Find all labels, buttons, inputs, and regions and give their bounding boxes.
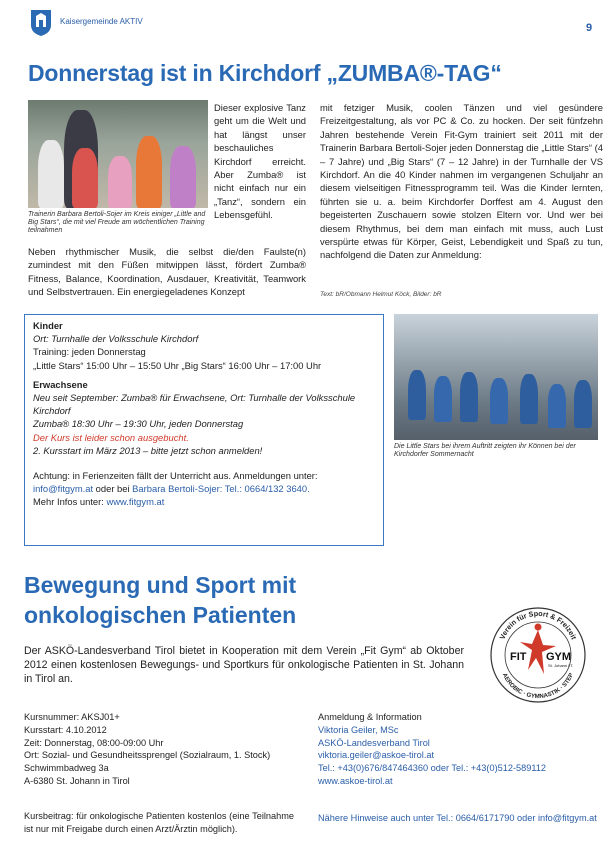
contact-phone: Tel.: +43(0)676/847464360 oder Tel.: +43(0)512-589112 (318, 763, 546, 774)
further-info-note: Nähere Hinweise auch unter Tel.: 0664/6171790 oder info@fitgym.at (318, 813, 597, 823)
oder-bei-text: oder bei (95, 483, 130, 495)
municipality-crest-icon (30, 9, 52, 37)
contact-org: ASKÖ-Landesverband Tirol (318, 737, 430, 748)
course-detail-line: Kursstart: 4.10.2012 (24, 724, 107, 735)
photo-caption-performance: Die Little Stars bei ihrem Auftritt zeigten ihr Können bei der Kirchdorfer Sommernacht (394, 443, 576, 458)
zumba-group-photo (28, 100, 208, 208)
erwachsene-location: Neu seit September: Zumba® für Erwachsene, Ort: Turnhalle der Volksschule Kirchdorf (33, 392, 356, 417)
course-info-box (24, 314, 384, 546)
website-link[interactable]: www.fitgym.at (106, 496, 165, 508)
registration-line (33, 482, 377, 495)
header-org-name: Kaisergemeinde AKTIV (60, 17, 143, 26)
registration-info (318, 711, 603, 788)
article-title-zumba: Donnerstag ist in Kirchdorf „ZUMBA®-TAG“ (28, 60, 502, 86)
oncology-intro: Der ASKÖ-Landesverband Tirol bietet in Kooperation mit dem Verein „Fit Gym“ ab Oktober 2012 einen kostenlosen Bewegungs- und Sportkurs für onkologische Patienten in St. Johann in Tirol an. (24, 645, 464, 685)
erwachsene-time: Zumba® 18:30 Uhr – 19:30 Uhr, jeden Donnerstag (33, 418, 244, 430)
svg-text:AEROBIC · GYMNASTIK · STEP (501, 672, 575, 700)
article-text-benefits: Neben rhythmischer Musik, die selbst die/den Faulste(n) zumindest mit den Füßen mitwippen lässt, fördert Zumba® Fitness, Balance, Koordination, Ausdauer, Kreativität, Teamwork und Selbstvertrauen. Ein energiegeladenes Konzept (28, 246, 306, 298)
trainer-contact: Barbara Bertoli-Sojer: Tel.: 0664/132 3640. (132, 483, 310, 495)
contact-name: Viktoria Geiler, MSc (318, 724, 399, 735)
logo-name-left: FIT (510, 651, 527, 663)
logo-arc-top: Verein für Sport & Freizeit (497, 608, 579, 641)
fit-gym-logo (488, 600, 588, 710)
registration-heading: Anmeldung & Information (318, 712, 422, 722)
erwachsene-full-notice: Der Kurs ist leider schon ausgebucht. (33, 431, 189, 443)
kinder-heading: Kinder (33, 320, 63, 331)
course-detail-line: Zeit: Donnerstag, 08:00-09:00 Uhr (24, 737, 164, 748)
course-details (24, 711, 294, 788)
course-fee-note: Kursbeitrag: für onkologische Patienten kostenlos (eine Teilnahme ist nur mit Freigabe durch einen Arzt/Ärztin möglich). (24, 811, 294, 834)
erwachsene-heading: Erwachsene (33, 378, 88, 390)
logo-name-right: GYM (546, 651, 572, 663)
kinder-location: Ort: Turnhalle der Volksschule Kirchdorf (33, 333, 199, 345)
email-link[interactable]: info@fitgym.at (33, 483, 94, 495)
kinder-training: Training: jeden Donnerstag (33, 346, 146, 358)
more-info-label: Mehr Infos unter: (33, 496, 104, 508)
logo-arc-bottom: AEROBIC · GYMNASTIK · STEP (500, 672, 576, 701)
logo-sub: St. Johann i.T. (548, 663, 574, 668)
kinder-times: „Little Stars“ 15:00 Uhr – 15:50 Uhr „Big Stars“ 16:00 Uhr – 17:00 Uhr (33, 359, 322, 371)
contact-email-link[interactable]: viktoria.geiler@askoe-tirol.at (318, 750, 435, 761)
photo-caption-group: Trainerin Barbara Bertoli-Sojer im Kreis einiger „Little and Big Stars“, die mit viel Freude am wöchentlichen Training teilnahmen (28, 211, 206, 234)
contact-website-link[interactable]: www.askoe-tirol.at (318, 775, 393, 786)
article-credit: Text: bR/Obmann Helmut Köck, Bilder: bR (320, 291, 442, 298)
course-detail-line: A-6380 St. Johann in Tirol (24, 775, 130, 786)
article-title-oncology: Bewegung und Sport mit onkologischen Patienten (24, 572, 297, 628)
article-text-verein: mit fetziger Musik, coolen Tänzen und viel gesündere Freizeitgestaltung, als vor PC & Co. zu hocken. Der seit fünfzehn Jahren bestehende Verein Fit-Gym trainiert seit 2011 mit der Trainerin Barbara Bertoli-Sojer jeden Donnerstag die „Little Stars“ (4 – 7 Jahre) und „Big Stars“ (7 – 12 Jahre) in der Turnhalle der VS Kirchdorf. An die 40 Kinder nahmen im vergangenen Schuljahr an diesem vielseitigen Fitnessprogramm teil. Was die Kinder lernten, führten sie u. a. beim Kirchdorfer Dorffest am 4. August den begeisterten Zuschauern sowie stolzen Eltern vor. Und wer bei diesem Rhythmus, bei dem man einfach mit muss, auch Lust verspürte etwas für Körper, Geist, Lebendigkeit und Spaß zu tun, nachfolgend die Daten zur Anmeldung: (320, 102, 603, 261)
holiday-notice: Achtung: in Ferienzeiten fällt der Unterricht aus. Anmeldungen unter: (33, 470, 318, 482)
article-text-intro: Dieser explosive Tanz geht um die Welt und hat längst unser beschauliches Kirchdorf erreicht. Aber Zumba® ist nicht einfach nur ein „Tanz“, sondern ein Lebensgefühl. (214, 102, 306, 221)
course-detail-line: Ort: Sozial- und Gesundheitssprengel (Sozialraum, 1. Stock) (24, 750, 271, 761)
more-info-line (33, 495, 377, 508)
course-detail-line: Kursnummer: AKSJ01+ (24, 712, 120, 722)
erwachsene-next-start: 2. Kursstart im März 2013 – bitte jetzt schon anmelden! (33, 444, 263, 456)
page-number: 9 (586, 22, 593, 34)
course-detail-line: Schwimmbadweg 3a (24, 763, 109, 774)
little-stars-performance-photo (394, 314, 598, 440)
